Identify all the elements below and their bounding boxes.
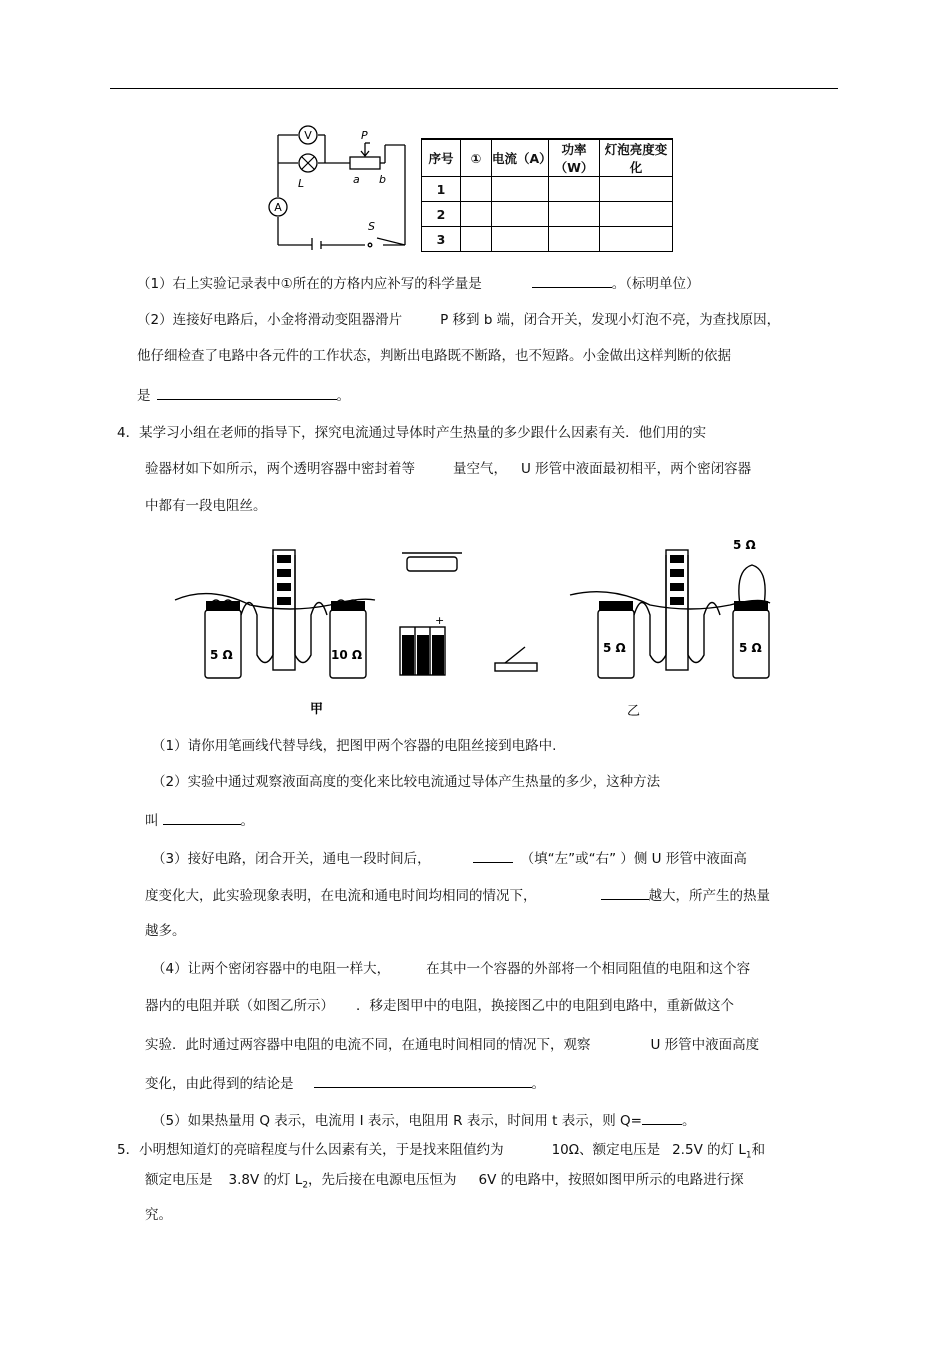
figure-yi-label: 乙 [627, 704, 641, 719]
q3-part1: （1）右上实验记录表中①所在的方格内应补写的科学量是 。（标明单位） [137, 273, 699, 293]
plus-sign: + [435, 614, 445, 627]
header-rule [110, 88, 838, 89]
q3-part2-line2: 他仔细检查了电路中各元件的工作状态，判断出电路既不断路，也不短路。小金做出这样判断的依据 [137, 348, 731, 364]
q4-sub2: （2）实验中通过观察液面高度的变化来比较电流通过导体产生热量的多少，这种方法 [152, 774, 661, 790]
voltmeter-label: V [304, 129, 312, 142]
switch-label: S [368, 220, 375, 233]
q4-sub3-line2: 度变化大，此实验现象表明，在电流和通电时间均相同的情况下， 越大，所产生的热量 [145, 885, 770, 905]
table-header: 功率（W） [549, 139, 600, 177]
table-header-row [422, 139, 673, 177]
answer-blank[interactable] [642, 1110, 682, 1125]
table-header: 序号 [422, 139, 461, 177]
q4-sub3-line3: 越多。 [145, 923, 186, 939]
q3-part2-line3: 是 。 [137, 385, 350, 405]
table-row [422, 227, 673, 252]
record-table [421, 138, 673, 252]
q5-line1: 5．小明想知道灯的亮暗程度与什么因素有关，于是找来阻值约为 10Ω、额定电压是 2.5V 的灯 $L_1$和 [117, 1142, 766, 1161]
q4-sub2-line2: 叫 。 [145, 810, 254, 830]
answer-blank[interactable] [532, 273, 612, 288]
q5-line3: 究。 [145, 1207, 172, 1223]
figure-jia-label: 甲 [310, 702, 324, 717]
table-header: 电流（A） [492, 139, 549, 177]
table-header: ① [461, 139, 492, 177]
apparatus-figure [170, 535, 780, 725]
table-cell: 2 [422, 202, 461, 227]
answer-blank[interactable] [157, 385, 337, 400]
q4-sub4-line4: 变化，由此得到的结论是 。 [145, 1073, 545, 1093]
q3-part2-line1: （2）连接好电路后，小金将滑动变阻器滑片 P 移到 b 端，闭合开关，发现小灯泡不亮，为查找原因， [137, 312, 781, 328]
table-cell: 3 [422, 227, 461, 252]
answer-blank[interactable] [314, 1073, 532, 1088]
q4-intro-line1: 4．某学习小组在老师的指导下，探究电流通过导体时产生热量的多少跟什么因素有关．他们用的实 [117, 425, 707, 441]
resistor-5-ohm-label: 5 Ω [210, 648, 233, 662]
q4-sub4-line3: 实验．此时通过两容器中电阻的电流不同，在通电时间相同的情况下，观察 U 形管中液面高度 [145, 1037, 760, 1053]
q4-sub3-line1: （3）接好电路，闭合开关，通电一段时间后， （填“左”或“右” ）侧 U 形管中液面高 [152, 848, 747, 868]
q4-sub4-line2: 器内的电阻并联（如图乙所示） ．移走图甲中的电阻，换接图乙中的电阻到电路中，重新做这个 [145, 998, 734, 1014]
q4-sub5: （5）如果热量用 Q 表示，电流用 I 表示，电阻用 R 表示，时间用 t 表示，则 Q= 。 [152, 1110, 695, 1130]
ammeter-label: A [274, 201, 282, 214]
slider-label: P [361, 129, 368, 142]
lamp-label: L [298, 177, 305, 190]
resistor-parallel-label: 5 Ω [733, 538, 756, 552]
table-row [422, 202, 673, 227]
q5-line2: 额定电压是 3.8V 的灯 $L_2$，先后接在电源电压恒为 6V 的电路中，按照如图甲所示的电路进行探 [145, 1172, 744, 1191]
answer-blank[interactable] [473, 848, 513, 863]
resistor-yi-left-label: 5 Ω [603, 641, 626, 655]
circuit-diagram [265, 125, 415, 250]
q4-intro-line3: 中都有一段电阻丝。 [145, 498, 267, 514]
q4-intro-line2: 验器材如下如所示，两个透明容器中密封着等 量空气， U 形管中液面最初相平，两个密闭容器 [145, 461, 752, 477]
resistor-yi-right-label: 5 Ω [739, 641, 762, 655]
terminal-a-label: a [353, 173, 360, 186]
resistor-10-ohm-label: 10 Ω [331, 648, 363, 662]
q4-sub1: （1）请你用笔画线代替导线，把图甲两个容器的电阻丝接到电路中. [152, 738, 557, 754]
table-header: 灯泡亮度变化 [600, 139, 673, 177]
q4-sub4-line1: （4）让两个密闭容器中的电阻一样大， 在其中一个容器的外部将一个相同阻值的电阻和这个容 [152, 961, 751, 977]
table-cell: 1 [422, 177, 461, 202]
answer-blank[interactable] [601, 885, 649, 900]
table-row [422, 177, 673, 202]
answer-blank[interactable] [163, 810, 241, 825]
terminal-b-label: b [379, 173, 386, 186]
